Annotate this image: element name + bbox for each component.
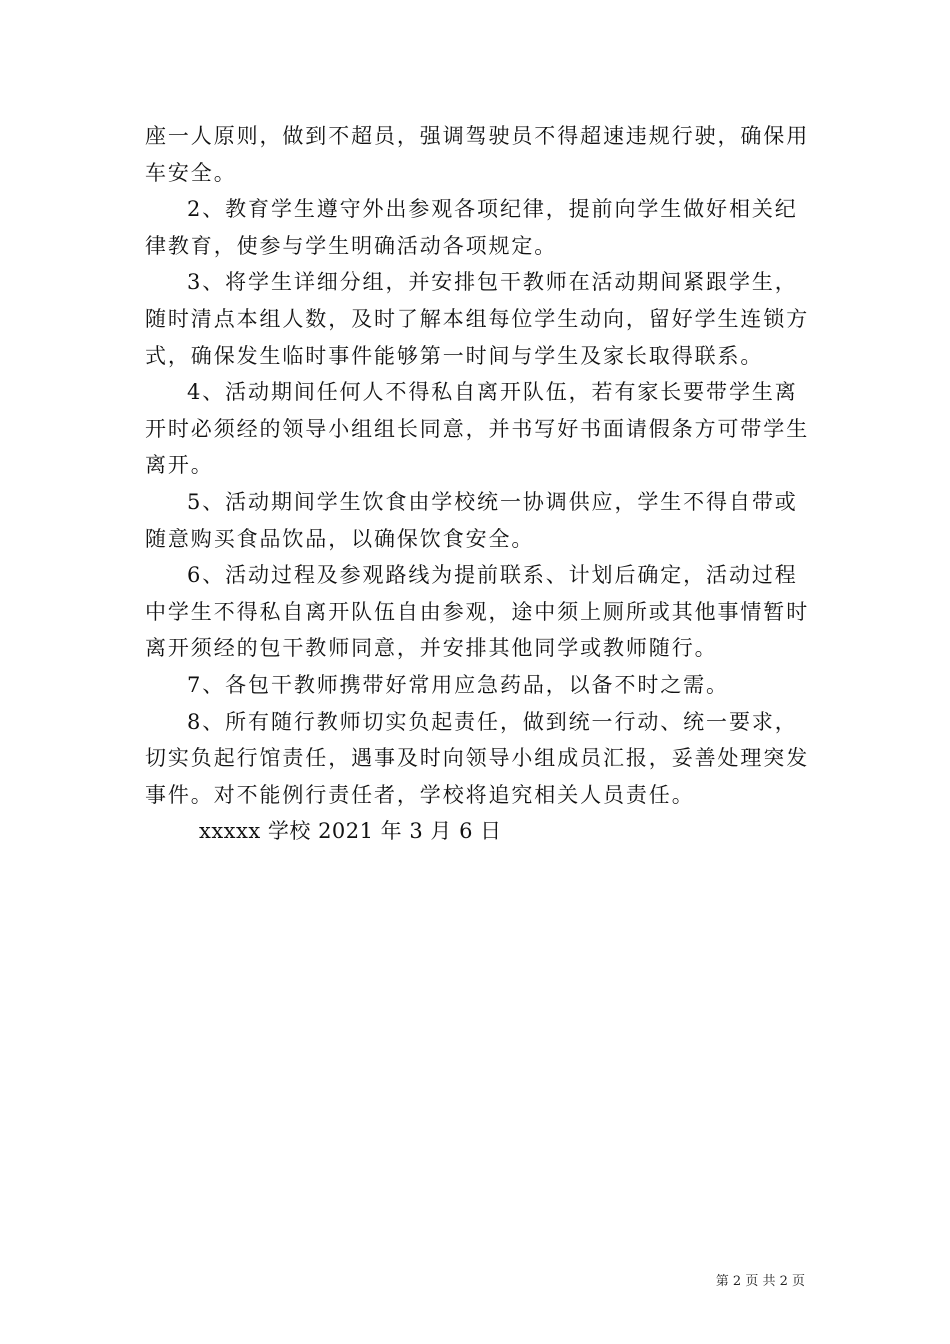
item-8-line: 8、所有随行教师切实负起责任，做到统一行动、统一要求， bbox=[187, 709, 798, 734]
text-line: 律教育，使参与学生明确活动各项规定。 bbox=[145, 233, 558, 258]
text-line: 事件。对不能例行责任者，学校将追究相关人员责任。 bbox=[145, 782, 695, 807]
text-line: 车安全。 bbox=[145, 160, 237, 185]
item-3-line: 3、将学生详细分组，并安排包干教师在活动期间紧跟学生， bbox=[187, 270, 798, 295]
text-line: 随意购买食品饮品，以确保饮食安全。 bbox=[145, 526, 535, 551]
text-line: 开时必须经的领导小组组长同意，并书写好书面请假条方可带学生 bbox=[145, 416, 810, 441]
document-body bbox=[145, 118, 815, 850]
text-line: 离开须经的包干教师同意，并安排其他同学或教师随行。 bbox=[145, 636, 718, 661]
item-4-line: 4、活动期间任何人不得私自离开队伍，若有家长要带学生离 bbox=[187, 380, 798, 405]
text-line: 离开。 bbox=[145, 453, 214, 478]
item-2-line: 2、教育学生遵守外出参观各项纪律，提前向学生做好相关纪 bbox=[187, 197, 798, 222]
text-line: 随时清点本组人数，及时了解本组每位学生动向，留好学生连锁方 bbox=[145, 306, 810, 331]
item-7-line: 7、各包干教师携带好常用应急药品，以备不时之需。 bbox=[187, 672, 729, 697]
text-line: 切实负起行馆责任，遇事及时向领导小组成员汇报，妥善处理突发 bbox=[145, 746, 810, 771]
text-line: 座一人原则，做到不超员，强调驾驶员不得超速违规行驶，确保用 bbox=[145, 124, 810, 148]
page-number-footer: 第 2 页 共 2 页 bbox=[715, 1274, 805, 1289]
item-5-line: 5、活动期间学生饮食由学校统一协调供应，学生不得自带或 bbox=[187, 489, 798, 514]
text-line: 中学生不得私自离开队伍自由参观，途中须上厕所或其他事情暂时 bbox=[145, 599, 810, 624]
item-6-line: 6、活动过程及参观路线为提前联系、计划后确定，活动过程 bbox=[187, 563, 798, 588]
signature-line: xxxxx 学校 2021 年 3 月 6 日 bbox=[199, 819, 502, 844]
text-line: 式，确保发生临时事件能够第一时间与学生及家长取得联系。 bbox=[145, 343, 764, 368]
